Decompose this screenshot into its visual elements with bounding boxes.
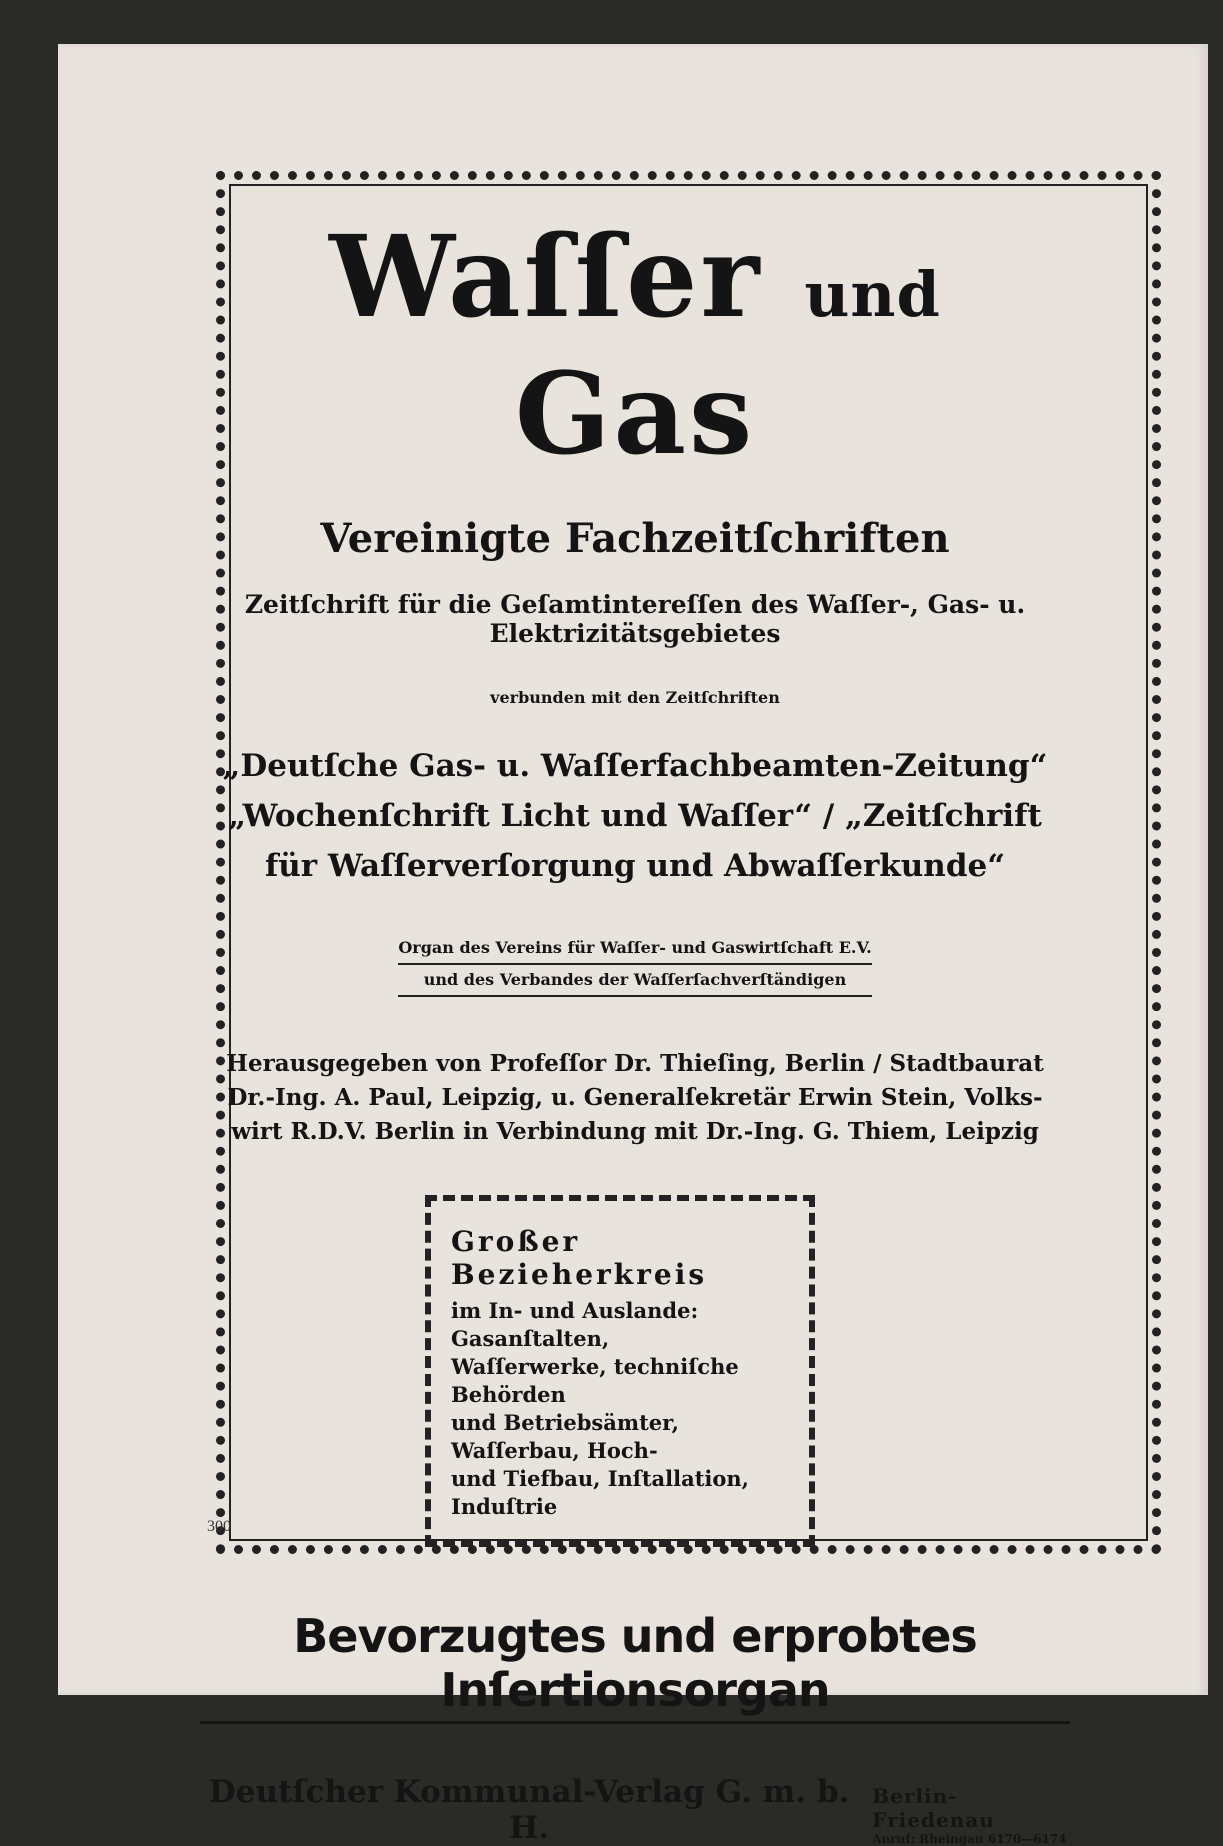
footer-publisher: Deutſcher Kommunal-Verlag G. m. b. H. <box>208 1774 850 1846</box>
readership-line: im In- und Auslande: Gasanſtalten, <box>451 1298 699 1351</box>
readership-title: Großer Bezieherkreis <box>451 1225 708 1291</box>
journal-line: „Deutſche Gas- u. Waſſerfachbeamten-Zeitung“ <box>222 748 1048 784</box>
organ-statement <box>398 933 871 997</box>
publisher-line: Dr.-Ing. A. Paul, Leipzig, u. Generalſekretär Erwin Stein, Volks- <box>227 1084 1043 1111</box>
connected-label: verbunden mit den Zeitſchriften <box>490 688 780 707</box>
organ-line: Organ des Vereins für Waſſer- und Gaswirtſchaft E.V. <box>398 933 871 965</box>
title-water: Waſſer <box>329 212 763 343</box>
title-gas: Gas <box>514 349 756 480</box>
journal-line: „Wochenſchrift Licht und Waſſer“ / „Zeitſchrift <box>228 798 1042 834</box>
readership-box-wrapper <box>200 1195 1070 1547</box>
footer-phone: Anruf: Rheingau 6170—6174 <box>872 1832 1067 1846</box>
subtitle: Vereinigte Fachzeitſchriften <box>320 515 950 562</box>
footer-city: Berlin-Friedenau <box>872 1784 995 1832</box>
slogan: Bevorzugtes und erprobtes Inſertionsorgan <box>200 1609 1070 1724</box>
advertisement <box>200 180 1070 1846</box>
footer <box>200 1774 1070 1846</box>
readership-box <box>425 1195 815 1547</box>
publisher-line: wirt R.D.V. Berlin in Verbindung mit Dr.-Ing. G. Thiem, Leipzig <box>231 1118 1039 1145</box>
title-connector: und <box>804 258 941 331</box>
page-number: 300 <box>207 1518 231 1535</box>
page-title <box>200 212 1070 480</box>
publisher-statement <box>200 1047 1070 1149</box>
readership-line: Waſſerwerke, techniſche Behörden <box>451 1354 739 1407</box>
journal-list <box>200 741 1070 891</box>
journal-line: für Waſſerverſorgung und Abwaſſerkunde“ <box>264 848 1006 884</box>
readership-line: und Tiefbau, Inſtallation, Induſtrie <box>451 1466 749 1519</box>
readership-line: und Betriebsämter, Waſſerbau, Hoch- <box>451 1410 679 1463</box>
organ-line: und des Verbandes der Waſſerſachverſtändigen <box>398 965 871 997</box>
publisher-line: Herausgegeben von Profeſſor Dr. Thieſing, Berlin / Stadtbaurat <box>226 1050 1044 1077</box>
footer-contact <box>872 1784 1070 1846</box>
description: Zeitſchrift für die Geſamtintereſſen des Waſſer-, Gas- u. Elektrizitätsgebietes <box>244 590 1026 648</box>
readership-text <box>451 1297 789 1521</box>
